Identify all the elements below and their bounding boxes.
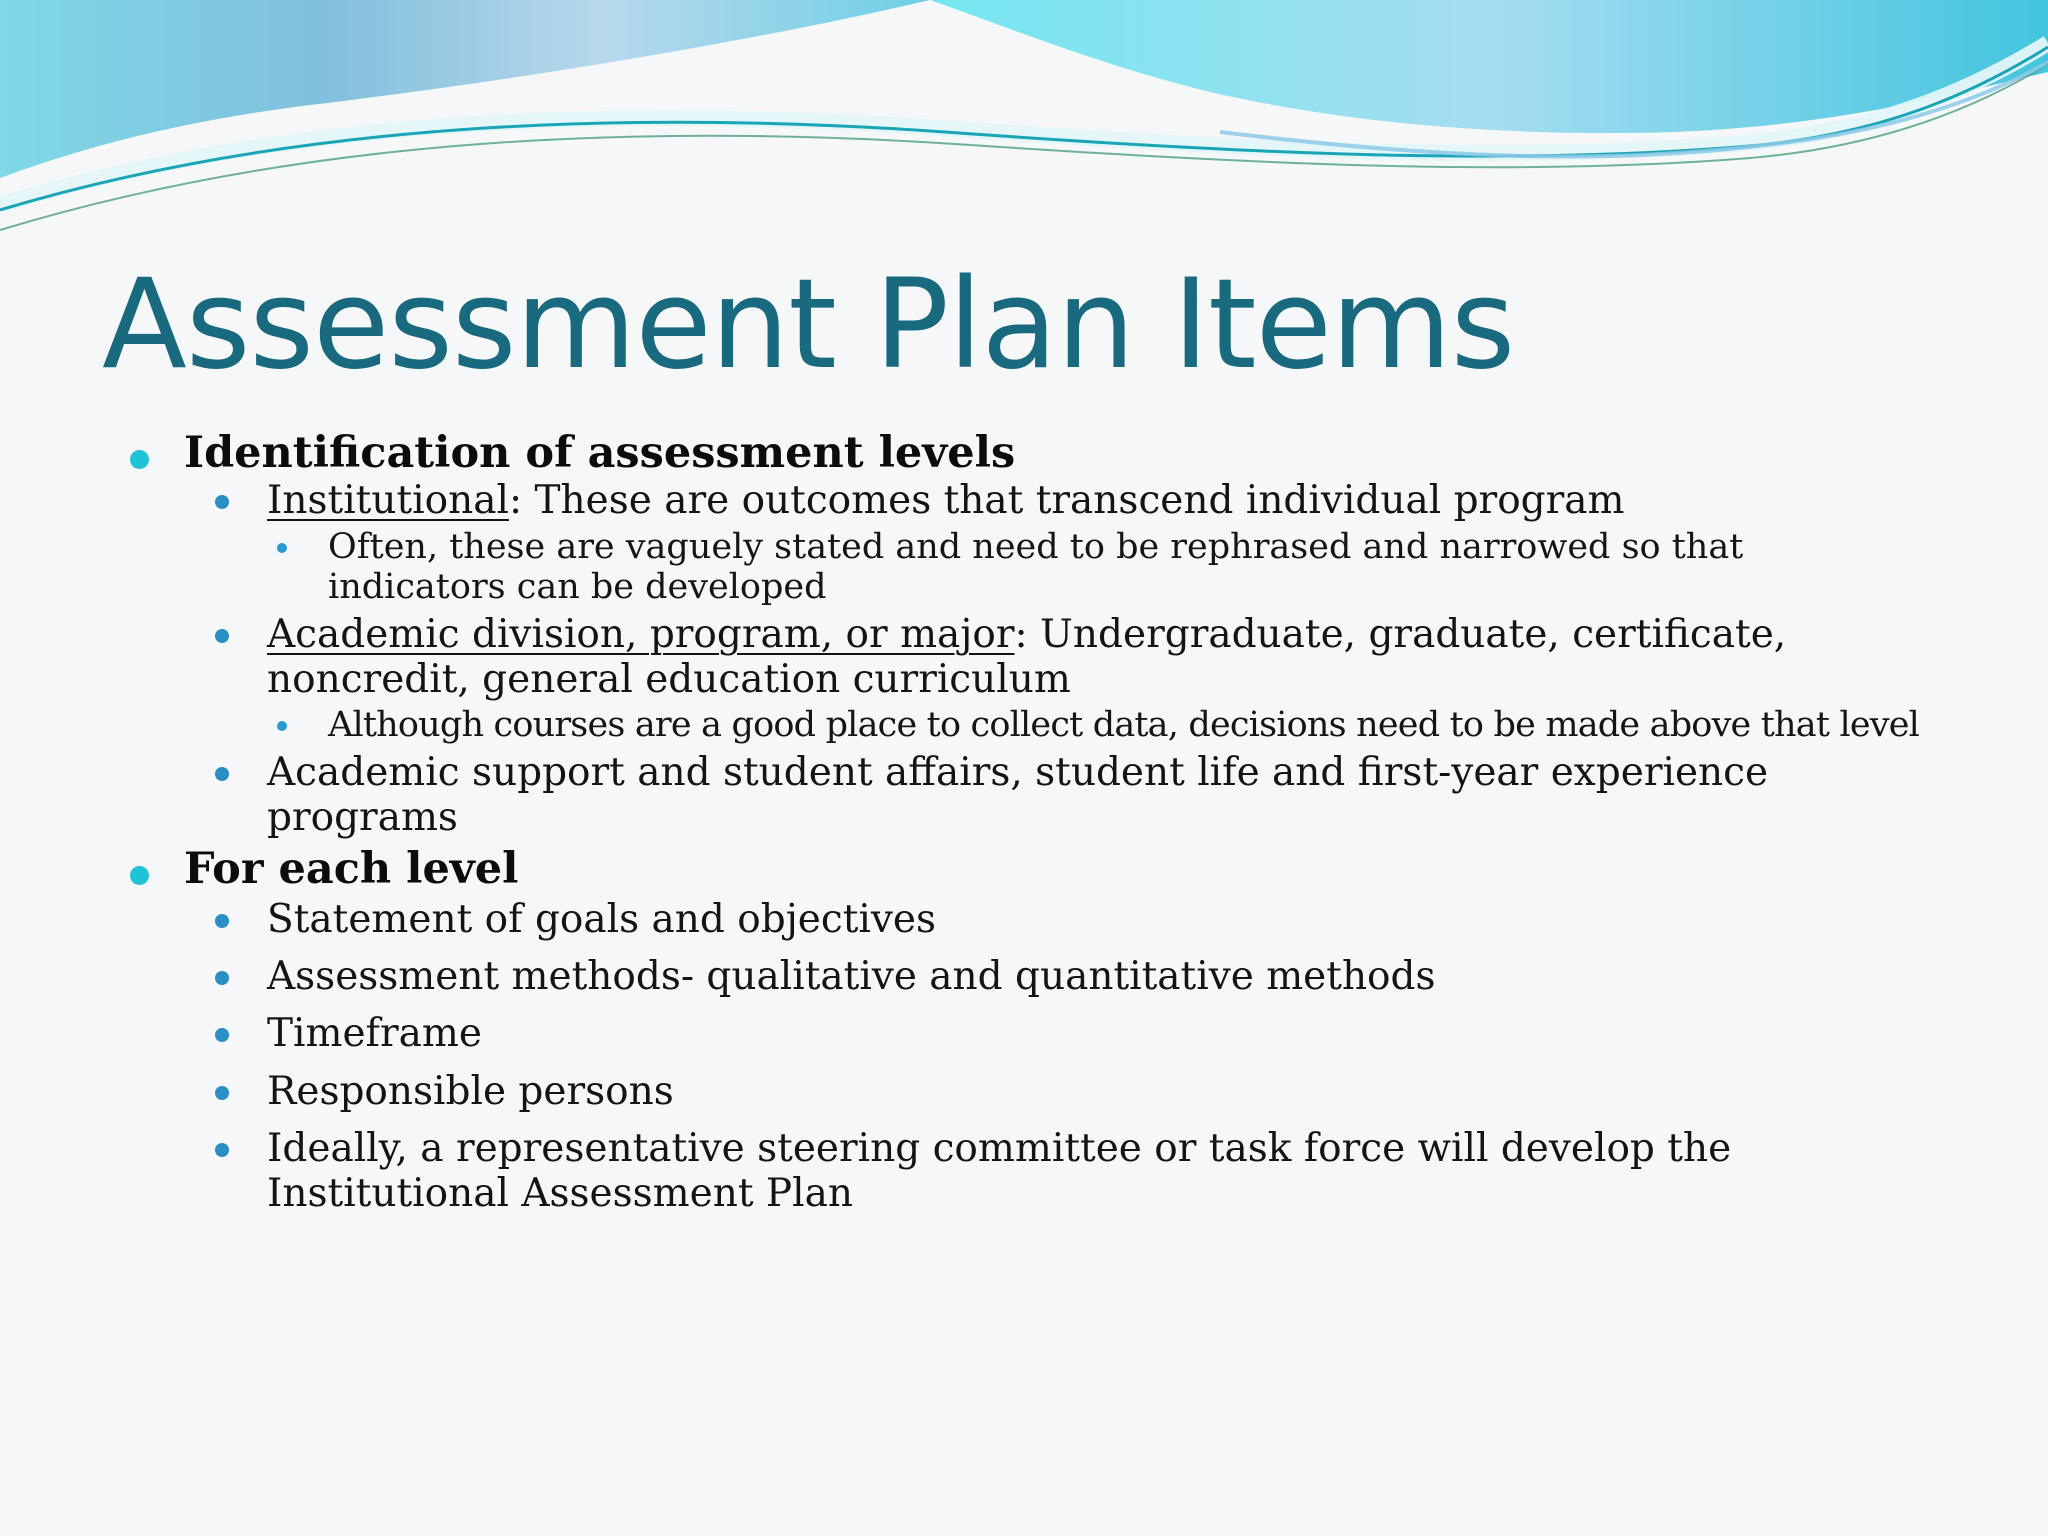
list-item-text: Timeframe [267,1011,482,1057]
section-heading-text: For each level [184,844,519,895]
list-item-institutional [267,478,1980,523]
sub-list-item-text: Often, these are vaguely stated and need to be rephrased and narrowed so that indicators can be developed [328,526,1744,608]
level-1-bullet-icon [130,450,149,469]
list-item-academic-support [267,750,1867,840]
sub-list-item-text: Although courses are a good place to collect data, decisions need to be made above that level [328,705,1920,746]
section-heading-assessment-levels [120,430,1980,476]
list-item-text: Ideally, a representative steering committee or task force will develop the Institutional Assessment Plan [267,1125,1732,1216]
sub-list-item-institutional [328,527,1868,608]
underlined-label: Institutional [267,478,509,524]
level-3-bullet-icon [277,543,287,553]
level-2-bullet-icon [215,971,229,985]
list-item-assessment-methods [267,954,1980,999]
section-heading-text: Identification of assessment levels [184,428,1016,478]
decorative-wave-banner [0,0,2048,240]
level-2-bullet-icon [215,914,229,928]
list-item-text: Statement of goals and objectives [267,896,936,942]
list-item-responsible-persons [267,1069,1980,1114]
list-item-steering-committee [267,1126,1827,1216]
level-2-bullet-icon [215,767,229,781]
slide-body [120,430,1980,1216]
list-item-text: Responsible persons [267,1068,674,1114]
level-2-bullet-icon [215,629,229,643]
list-item-academic-division [267,612,1997,702]
sub-list-item-academic-division [328,705,2038,746]
list-item-text: : Undergraduate, graduate, certificate, noncredit, general education curriculum [267,611,1787,703]
level-2-bullet-icon [215,1028,229,1042]
level-2-bullet-icon [215,1143,229,1157]
slide-title: Assessment Plan Items [102,253,1515,397]
list-item-text: Academic support and student affairs, student life and first-year experience programs [267,749,1769,841]
list-item-text: : These are outcomes that transcend individual program [508,478,1625,524]
level-2-bullet-icon [215,1086,229,1100]
section-heading-for-each-level [120,844,1980,895]
level-3-bullet-icon [277,721,287,731]
list-item-goals-objectives [267,897,1980,942]
list-item-text: Assessment methods- qualitative and quantitative methods [267,954,1436,1000]
underlined-label: Academic division, program, or major [267,611,1015,657]
level-2-bullet-icon [215,495,229,509]
list-item-timeframe [267,1011,1980,1056]
level-1-bullet-icon [130,866,149,885]
